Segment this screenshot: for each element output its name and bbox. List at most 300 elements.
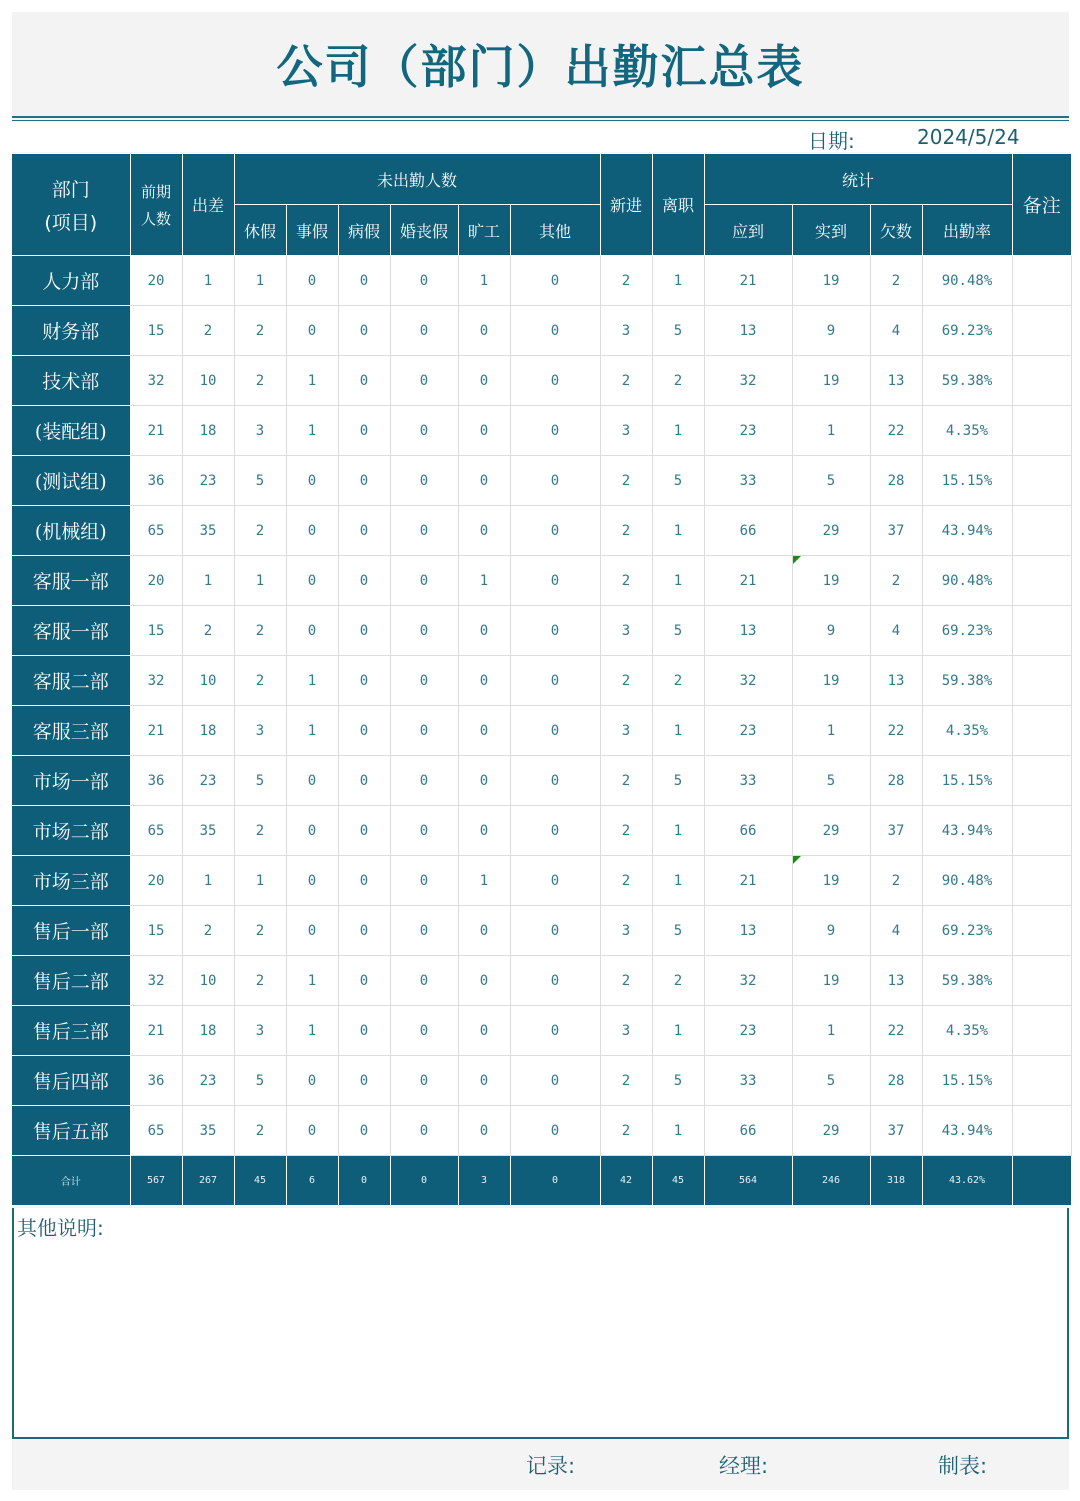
data-cell[interactable]: 0: [458, 356, 510, 406]
data-cell[interactable]: 5: [792, 1056, 870, 1106]
data-cell[interactable]: 59.38%: [922, 956, 1012, 1006]
data-cell[interactable]: 2: [600, 356, 652, 406]
data-cell[interactable]: 0: [390, 956, 458, 1006]
data-cell[interactable]: 5: [792, 456, 870, 506]
data-cell[interactable]: 0: [286, 906, 338, 956]
total-cell[interactable]: 45: [652, 1156, 704, 1206]
dept-name-cell[interactable]: 市场三部: [12, 856, 130, 906]
data-cell[interactable]: 32: [704, 656, 792, 706]
data-cell[interactable]: 1: [458, 556, 510, 606]
data-cell[interactable]: 1: [286, 706, 338, 756]
data-cell[interactable]: 1: [792, 706, 870, 756]
data-cell[interactable]: 21: [130, 406, 182, 456]
data-cell[interactable]: 5: [234, 756, 286, 806]
data-cell[interactable]: 15.15%: [922, 1056, 1012, 1106]
data-cell[interactable]: 1: [652, 506, 704, 556]
data-cell[interactable]: 3: [600, 306, 652, 356]
data-cell[interactable]: 1: [652, 1106, 704, 1156]
remark-cell[interactable]: [1012, 1106, 1071, 1156]
data-cell[interactable]: 13: [704, 906, 792, 956]
data-cell[interactable]: 0: [458, 906, 510, 956]
data-cell[interactable]: 19: [792, 956, 870, 1006]
data-cell[interactable]: 1: [286, 656, 338, 706]
data-cell[interactable]: 5: [652, 906, 704, 956]
data-cell[interactable]: 65: [130, 1106, 182, 1156]
data-cell[interactable]: 0: [286, 256, 338, 306]
total-cell[interactable]: 0: [510, 1156, 600, 1206]
data-cell[interactable]: 0: [390, 606, 458, 656]
data-cell[interactable]: 37: [870, 506, 922, 556]
date-value[interactable]: 2024/5/24: [917, 125, 1020, 149]
remark-cell[interactable]: [1012, 806, 1071, 856]
data-cell[interactable]: 1: [652, 256, 704, 306]
data-cell[interactable]: 0: [510, 556, 600, 606]
data-cell[interactable]: 0: [458, 606, 510, 656]
data-cell[interactable]: 32: [130, 356, 182, 406]
data-cell[interactable]: 2: [234, 806, 286, 856]
data-cell[interactable]: 2: [234, 506, 286, 556]
total-cell[interactable]: 45: [234, 1156, 286, 1206]
data-cell[interactable]: 23: [704, 406, 792, 456]
data-cell[interactable]: 1: [792, 406, 870, 456]
data-cell[interactable]: 0: [338, 656, 390, 706]
data-cell[interactable]: 32: [130, 956, 182, 1006]
data-cell[interactable]: 15: [130, 906, 182, 956]
data-cell[interactable]: 35: [182, 506, 234, 556]
data-cell[interactable]: 0: [338, 256, 390, 306]
data-cell[interactable]: 28: [870, 756, 922, 806]
data-cell[interactable]: 18: [182, 406, 234, 456]
data-cell[interactable]: 0: [510, 806, 600, 856]
data-cell[interactable]: 36: [130, 456, 182, 506]
dept-name-cell[interactable]: 市场一部: [12, 756, 130, 806]
data-cell[interactable]: 5: [652, 756, 704, 806]
data-cell[interactable]: 0: [338, 556, 390, 606]
remark-cell[interactable]: [1012, 256, 1071, 306]
data-cell[interactable]: 0: [286, 856, 338, 906]
data-cell[interactable]: 9: [792, 606, 870, 656]
data-cell[interactable]: 3: [600, 406, 652, 456]
data-cell[interactable]: 66: [704, 506, 792, 556]
data-cell[interactable]: 0: [338, 756, 390, 806]
data-cell[interactable]: 19: [792, 656, 870, 706]
data-cell[interactable]: 2: [600, 856, 652, 906]
data-cell[interactable]: 0: [286, 556, 338, 606]
data-cell[interactable]: 2: [234, 606, 286, 656]
remark-cell[interactable]: [1012, 456, 1071, 506]
data-cell[interactable]: 1: [652, 856, 704, 906]
total-cell[interactable]: 567: [130, 1156, 182, 1206]
remark-cell[interactable]: [1012, 656, 1071, 706]
data-cell[interactable]: 0: [338, 1006, 390, 1056]
data-cell[interactable]: 66: [704, 1106, 792, 1156]
dept-name-cell[interactable]: (装配组): [12, 406, 130, 456]
data-cell[interactable]: 4.35%: [922, 406, 1012, 456]
data-cell[interactable]: 23: [704, 706, 792, 756]
data-cell[interactable]: 0: [510, 306, 600, 356]
data-cell[interactable]: 20: [130, 856, 182, 906]
data-cell[interactable]: 0: [510, 506, 600, 556]
data-cell[interactable]: 2: [652, 656, 704, 706]
remark-cell[interactable]: [1012, 956, 1071, 1006]
remark-cell[interactable]: [1012, 1056, 1071, 1106]
data-cell[interactable]: 0: [510, 456, 600, 506]
data-cell[interactable]: 21: [704, 856, 792, 906]
data-cell[interactable]: 0: [390, 256, 458, 306]
data-cell[interactable]: 28: [870, 1056, 922, 1106]
dept-name-cell[interactable]: 售后三部: [12, 1006, 130, 1056]
dept-name-cell[interactable]: 客服二部: [12, 656, 130, 706]
data-cell[interactable]: 35: [182, 1106, 234, 1156]
dept-name-cell[interactable]: 人力部: [12, 256, 130, 306]
data-cell[interactable]: 35: [182, 806, 234, 856]
data-cell[interactable]: 0: [338, 1106, 390, 1156]
data-cell[interactable]: 5: [234, 1056, 286, 1106]
data-cell[interactable]: 9: [792, 906, 870, 956]
data-cell[interactable]: 10: [182, 656, 234, 706]
data-cell[interactable]: 2: [870, 856, 922, 906]
remark-cell[interactable]: [1012, 306, 1071, 356]
data-cell[interactable]: 1: [652, 806, 704, 856]
data-cell[interactable]: 5: [234, 456, 286, 506]
data-cell[interactable]: 15: [130, 606, 182, 656]
data-cell[interactable]: 0: [458, 656, 510, 706]
data-cell[interactable]: 2: [652, 356, 704, 406]
data-cell[interactable]: 37: [870, 806, 922, 856]
data-cell[interactable]: 3: [234, 406, 286, 456]
data-cell[interactable]: 33: [704, 756, 792, 806]
data-cell[interactable]: 4: [870, 606, 922, 656]
data-cell[interactable]: 0: [390, 756, 458, 806]
data-cell[interactable]: 5: [652, 606, 704, 656]
data-cell[interactable]: 5: [652, 456, 704, 506]
data-cell[interactable]: 36: [130, 1056, 182, 1106]
total-cell[interactable]: 42: [600, 1156, 652, 1206]
data-cell[interactable]: 3: [600, 706, 652, 756]
data-cell[interactable]: 2: [234, 906, 286, 956]
total-cell[interactable]: 3: [458, 1156, 510, 1206]
data-cell[interactable]: 1: [286, 356, 338, 406]
data-cell[interactable]: 0: [510, 356, 600, 406]
data-cell[interactable]: 0: [338, 806, 390, 856]
data-cell[interactable]: 0: [510, 856, 600, 906]
data-cell[interactable]: 0: [286, 306, 338, 356]
data-cell[interactable]: 0: [286, 1056, 338, 1106]
data-cell[interactable]: 0: [390, 1056, 458, 1106]
data-cell[interactable]: 0: [390, 906, 458, 956]
data-cell[interactable]: 0: [510, 756, 600, 806]
data-cell[interactable]: 18: [182, 706, 234, 756]
data-cell[interactable]: 15: [130, 306, 182, 356]
data-cell[interactable]: 1: [182, 556, 234, 606]
data-cell[interactable]: 20: [130, 556, 182, 606]
data-cell[interactable]: 0: [510, 406, 600, 456]
data-cell[interactable]: 1: [286, 406, 338, 456]
data-cell[interactable]: 5: [792, 756, 870, 806]
data-cell[interactable]: 0: [510, 256, 600, 306]
data-cell[interactable]: 23: [182, 1056, 234, 1106]
data-cell[interactable]: 0: [286, 456, 338, 506]
remark-cell[interactable]: [1012, 556, 1071, 606]
dept-name-cell[interactable]: 客服一部: [12, 606, 130, 656]
data-cell[interactable]: 3: [600, 1006, 652, 1056]
data-cell[interactable]: 65: [130, 806, 182, 856]
data-cell[interactable]: 0: [510, 906, 600, 956]
total-cell[interactable]: 0: [390, 1156, 458, 1206]
data-cell[interactable]: 66: [704, 806, 792, 856]
data-cell[interactable]: 1: [182, 256, 234, 306]
data-cell[interactable]: 2: [600, 806, 652, 856]
data-cell[interactable]: 21: [130, 1006, 182, 1056]
dept-name-cell[interactable]: 售后四部: [12, 1056, 130, 1106]
data-cell[interactable]: 0: [510, 606, 600, 656]
data-cell[interactable]: 0: [338, 306, 390, 356]
dept-name-cell[interactable]: 市场二部: [12, 806, 130, 856]
total-remark-cell[interactable]: [1012, 1156, 1071, 1206]
remark-cell[interactable]: [1012, 1006, 1071, 1056]
data-cell[interactable]: 2: [234, 356, 286, 406]
data-cell[interactable]: 29: [792, 1106, 870, 1156]
data-cell[interactable]: 65: [130, 506, 182, 556]
remark-cell[interactable]: [1012, 906, 1071, 956]
data-cell[interactable]: 4.35%: [922, 1006, 1012, 1056]
dept-name-cell[interactable]: 客服三部: [12, 706, 130, 756]
data-cell[interactable]: 43.94%: [922, 1106, 1012, 1156]
data-cell[interactable]: 23: [704, 1006, 792, 1056]
data-cell[interactable]: 0: [458, 406, 510, 456]
data-cell[interactable]: 69.23%: [922, 906, 1012, 956]
data-cell[interactable]: 33: [704, 456, 792, 506]
data-cell[interactable]: 1: [182, 856, 234, 906]
data-cell[interactable]: 0: [338, 606, 390, 656]
data-cell[interactable]: 0: [390, 806, 458, 856]
data-cell[interactable]: 15.15%: [922, 456, 1012, 506]
data-cell[interactable]: 0: [458, 806, 510, 856]
data-cell[interactable]: 23: [182, 456, 234, 506]
data-cell[interactable]: 13: [870, 656, 922, 706]
remark-cell[interactable]: [1012, 706, 1071, 756]
data-cell[interactable]: 0: [458, 506, 510, 556]
data-cell[interactable]: 2: [234, 306, 286, 356]
data-cell[interactable]: 1: [234, 556, 286, 606]
data-cell[interactable]: 90.48%: [922, 856, 1012, 906]
data-cell[interactable]: 0: [390, 456, 458, 506]
data-cell[interactable]: 0: [510, 656, 600, 706]
data-cell[interactable]: 0: [390, 656, 458, 706]
data-cell[interactable]: 0: [458, 1106, 510, 1156]
data-cell[interactable]: 4: [870, 906, 922, 956]
data-cell[interactable]: 0: [338, 506, 390, 556]
data-cell[interactable]: 5: [652, 306, 704, 356]
data-cell[interactable]: 1: [652, 406, 704, 456]
data-cell[interactable]: 1: [234, 256, 286, 306]
remark-cell[interactable]: [1012, 606, 1071, 656]
data-cell[interactable]: 13: [870, 356, 922, 406]
data-cell[interactable]: 0: [510, 1006, 600, 1056]
total-cell[interactable]: 6: [286, 1156, 338, 1206]
data-cell[interactable]: 2: [870, 256, 922, 306]
dept-name-cell[interactable]: (测试组): [12, 456, 130, 506]
data-cell[interactable]: 21: [130, 706, 182, 756]
data-cell[interactable]: 69.23%: [922, 606, 1012, 656]
total-cell[interactable]: 0: [338, 1156, 390, 1206]
data-cell[interactable]: 2: [234, 1106, 286, 1156]
data-cell[interactable]: 3: [600, 906, 652, 956]
data-cell[interactable]: 0: [390, 556, 458, 606]
data-cell[interactable]: 0: [286, 1106, 338, 1156]
remark-cell[interactable]: [1012, 756, 1071, 806]
data-cell[interactable]: 32: [704, 956, 792, 1006]
data-cell[interactable]: 0: [458, 756, 510, 806]
data-cell[interactable]: 0: [338, 856, 390, 906]
data-cell[interactable]: 0: [338, 706, 390, 756]
data-cell[interactable]: 0: [286, 506, 338, 556]
data-cell[interactable]: 69.23%: [922, 306, 1012, 356]
dept-name-cell[interactable]: 售后二部: [12, 956, 130, 1006]
data-cell[interactable]: 0: [458, 956, 510, 1006]
data-cell[interactable]: 0: [390, 506, 458, 556]
total-cell[interactable]: 246: [792, 1156, 870, 1206]
data-cell[interactable]: 3: [234, 1006, 286, 1056]
data-cell[interactable]: 0: [510, 706, 600, 756]
data-cell[interactable]: 23: [182, 756, 234, 806]
dept-name-cell[interactable]: 技术部: [12, 356, 130, 406]
data-cell[interactable]: 21: [704, 556, 792, 606]
data-cell[interactable]: 10: [182, 356, 234, 406]
data-cell[interactable]: 36: [130, 756, 182, 806]
data-cell[interactable]: 10: [182, 956, 234, 1006]
data-cell[interactable]: 21: [704, 256, 792, 306]
data-cell[interactable]: 3: [600, 606, 652, 656]
data-cell[interactable]: 2: [600, 756, 652, 806]
data-cell[interactable]: 0: [338, 1056, 390, 1106]
data-cell[interactable]: 2: [182, 306, 234, 356]
data-cell[interactable]: 32: [704, 356, 792, 406]
dept-name-cell[interactable]: 售后一部: [12, 906, 130, 956]
data-cell[interactable]: 1: [652, 556, 704, 606]
data-cell[interactable]: 1: [458, 856, 510, 906]
data-cell[interactable]: 33: [704, 1056, 792, 1106]
data-cell[interactable]: 19: [792, 256, 870, 306]
data-cell[interactable]: 2: [600, 556, 652, 606]
data-cell[interactable]: 1: [792, 1006, 870, 1056]
dept-name-cell[interactable]: 财务部: [12, 306, 130, 356]
data-cell[interactable]: 2: [652, 956, 704, 1006]
total-cell[interactable]: 564: [704, 1156, 792, 1206]
data-cell[interactable]: 13: [704, 606, 792, 656]
total-cell[interactable]: 267: [182, 1156, 234, 1206]
data-cell[interactable]: 19: [792, 356, 870, 406]
data-cell[interactable]: 15.15%: [922, 756, 1012, 806]
data-cell[interactable]: 1: [286, 956, 338, 1006]
data-cell[interactable]: 0: [390, 356, 458, 406]
data-cell[interactable]: 0: [510, 1056, 600, 1106]
data-cell[interactable]: 1: [286, 1006, 338, 1056]
remark-cell[interactable]: [1012, 356, 1071, 406]
data-cell[interactable]: 0: [510, 1106, 600, 1156]
data-cell[interactable]: 90.48%: [922, 556, 1012, 606]
data-cell[interactable]: 2: [600, 656, 652, 706]
data-cell[interactable]: 1: [234, 856, 286, 906]
data-cell[interactable]: 0: [390, 856, 458, 906]
remark-cell[interactable]: [1012, 406, 1071, 456]
data-cell[interactable]: 0: [338, 906, 390, 956]
data-cell[interactable]: 2: [600, 256, 652, 306]
data-cell[interactable]: 90.48%: [922, 256, 1012, 306]
data-cell[interactable]: 20: [130, 256, 182, 306]
data-cell[interactable]: 2: [600, 456, 652, 506]
data-cell[interactable]: 28: [870, 456, 922, 506]
data-cell[interactable]: [792, 556, 870, 606]
data-cell[interactable]: 0: [338, 956, 390, 1006]
data-cell[interactable]: 0: [390, 306, 458, 356]
data-cell[interactable]: 59.38%: [922, 356, 1012, 406]
data-cell[interactable]: 0: [338, 356, 390, 406]
data-cell[interactable]: 32: [130, 656, 182, 706]
data-cell[interactable]: 4: [870, 306, 922, 356]
data-cell[interactable]: 2: [600, 506, 652, 556]
data-cell[interactable]: 0: [458, 1006, 510, 1056]
data-cell[interactable]: 0: [510, 956, 600, 1006]
data-cell[interactable]: 13: [704, 306, 792, 356]
data-cell[interactable]: 2: [234, 956, 286, 1006]
data-cell[interactable]: 0: [286, 756, 338, 806]
dept-name-cell[interactable]: (机械组): [12, 506, 130, 556]
data-cell[interactable]: 0: [458, 456, 510, 506]
data-cell[interactable]: 43.94%: [922, 806, 1012, 856]
data-cell[interactable]: 0: [390, 1106, 458, 1156]
data-cell[interactable]: 22: [870, 706, 922, 756]
data-cell[interactable]: 2: [182, 606, 234, 656]
data-cell[interactable]: 5: [652, 1056, 704, 1106]
total-cell[interactable]: 43.62%: [922, 1156, 1012, 1206]
data-cell[interactable]: 2: [600, 1106, 652, 1156]
data-cell[interactable]: 3: [234, 706, 286, 756]
data-cell[interactable]: 0: [338, 406, 390, 456]
data-cell[interactable]: [792, 856, 870, 906]
data-cell[interactable]: 2: [870, 556, 922, 606]
remark-cell[interactable]: [1012, 506, 1071, 556]
data-cell[interactable]: 0: [390, 706, 458, 756]
data-cell[interactable]: 29: [792, 506, 870, 556]
data-cell[interactable]: 22: [870, 406, 922, 456]
data-cell[interactable]: 0: [286, 806, 338, 856]
data-cell[interactable]: 29: [792, 806, 870, 856]
data-cell[interactable]: 1: [652, 706, 704, 756]
dept-name-cell[interactable]: 售后五部: [12, 1106, 130, 1156]
data-cell[interactable]: 0: [338, 456, 390, 506]
data-cell[interactable]: 18: [182, 1006, 234, 1056]
data-cell[interactable]: 0: [458, 306, 510, 356]
data-cell[interactable]: 2: [234, 656, 286, 706]
dept-name-cell[interactable]: 客服一部: [12, 556, 130, 606]
data-cell[interactable]: 13: [870, 956, 922, 1006]
data-cell[interactable]: 2: [182, 906, 234, 956]
data-cell[interactable]: 9: [792, 306, 870, 356]
data-cell[interactable]: 37: [870, 1106, 922, 1156]
data-cell[interactable]: 4.35%: [922, 706, 1012, 756]
data-cell[interactable]: 0: [286, 606, 338, 656]
data-cell[interactable]: 22: [870, 1006, 922, 1056]
notes-area[interactable]: [12, 1208, 1069, 1439]
data-cell[interactable]: 0: [458, 1056, 510, 1106]
data-cell[interactable]: 59.38%: [922, 656, 1012, 706]
data-cell[interactable]: 1: [652, 1006, 704, 1056]
data-cell[interactable]: 0: [390, 1006, 458, 1056]
remark-cell[interactable]: [1012, 856, 1071, 906]
data-cell[interactable]: 2: [600, 1056, 652, 1106]
data-cell[interactable]: 1: [458, 256, 510, 306]
